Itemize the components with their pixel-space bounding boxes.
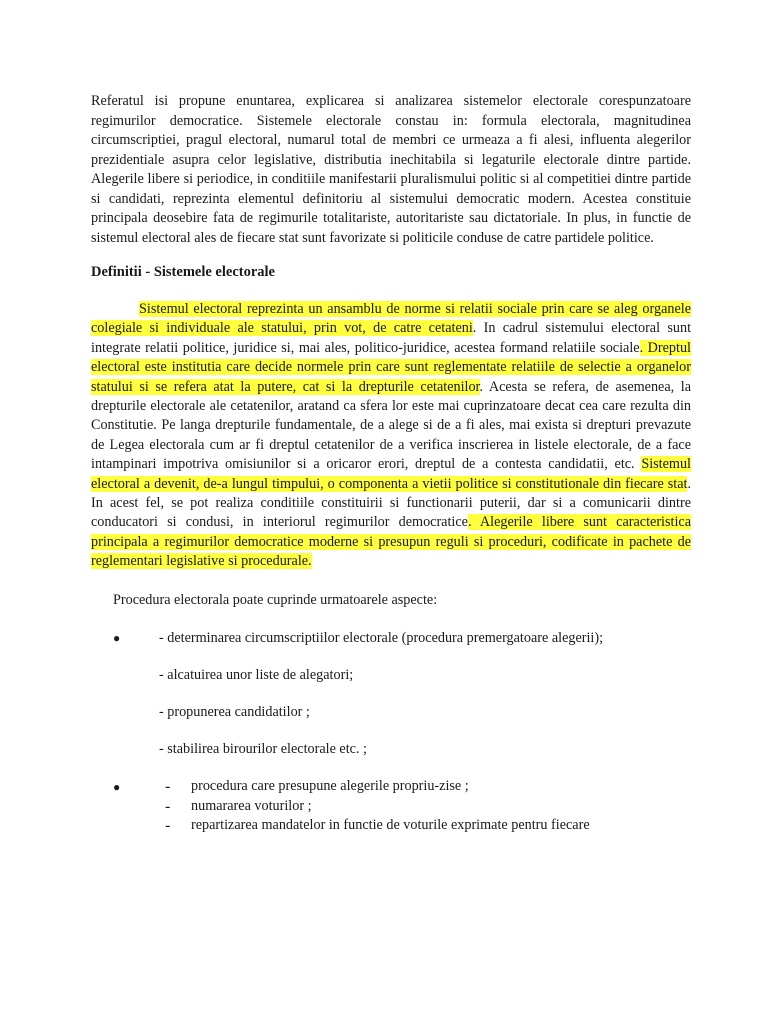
list-item-text: procedura care presupune alegerile propriu-zise ; [191, 778, 469, 795]
bullet-list-2 [91, 777, 691, 836]
dash-marker: - [165, 817, 171, 835]
bullet-icon: ● [113, 631, 121, 646]
list-item: - stabilirea birourilor electorale etc. ; [159, 741, 367, 758]
text-segment: . In cadrul sistemului electoral sunt integrate relatii politice, juridice si, mai ales, politico-juridice, acestea formand relatiile sociale [91, 320, 692, 356]
list-item [91, 777, 691, 797]
list-item [91, 797, 691, 817]
list-item-text: numararea voturilor ; [191, 797, 312, 814]
text-segment: . Acesta se refera, de asemenea, la drepturile electorale ale cetatenilor, aratand ca sfera lor este mai cuprinzatoare decat cea care rezulta din Constitutie. Pe langa drepturile fundamentale, de a alege si de a fi ales, mai exista si drepturi prevazute de Legea electorala cum ar fi dreptul cetatenilor de a verifica inscrierea in listele electorale, de a face intampinari impotriva omisiunilor si a oricaror erori, dreptul de a contesta candidatii, etc. [91, 378, 691, 473]
list-item: - determinarea circumscriptiilor electorale (procedura premergatoare alegerii); [159, 630, 604, 647]
intro-paragraph: Referatul isi propune enuntarea, explicarea si analizarea sistemelor electorale corespunzatoare regimurilor democratice. Sistemele electorale constau in: formula electorala, magnitudinea circumscriptiei, pragul electoral, numarul total de membri ce urmeaza a fi alesi, influenta alegerilor prezidentiale asupra celor legislative, distributia inechitabila si legaturile electorale dintre partide. Alegerile libere si periodice, in conditiile manifestarii pluralismului politic si al competitiei dintre partide si candidati, reprezinta elementul definitoriu al sistemului democratic modern. Acestea constituie principala deosebire fata de regimurile totalitariste, autoritariste sau dictatoriale. In plus, in functie de sistemul electoral ales de fiecare stat sunt favorizate si politicile conduse de catre partidele politice. [91, 93, 691, 246]
dash-marker: - [165, 778, 171, 796]
list-item: - alcatuirea unor liste de alegatori; [159, 667, 354, 684]
dash-marker: - [165, 797, 171, 815]
list-item [91, 816, 691, 836]
highlight-segment: . Dreptul electoral [91, 339, 691, 376]
list-item-text: repartizarea mandatelor in functie de voturile exprimate pentru fiecare [191, 817, 590, 834]
list-item: - propunerea candidatilor ; [159, 704, 310, 721]
highlight-segment: Sistemul electoral a devenit, de-a lungul timpului, o componenta a vietii politice si constitutionale din fiecare stat [91, 456, 691, 492]
definition-paragraph [91, 300, 691, 572]
section-heading: Definitii - Sistemele electorale [91, 264, 275, 280]
bullet-list-1 [91, 628, 691, 759]
highlight-segment: este institutia care decide normele prin care sunt reglementate relatiile de selectie a organelor statului si se refera atat la putere, cat si la drepturile cetatenilor [91, 359, 691, 395]
document-page [91, 92, 691, 836]
bullet-icon: ● [113, 780, 121, 795]
highlight-segment: Sistemul electoral reprezinta un ansamblu de norme si relatii sociale prin care se aleg organele colegiale si individuale ale statului, prin vot, de catre cetateni [91, 301, 691, 337]
highlight-segment: . Alegerile libere sunt caracteristica principala a regimurilor democratice moderne si presupun reguli si proceduri, codificate in pachete de reglementari legislative si procedurale. [91, 514, 692, 570]
text-segment: . In acest fel, se pot realiza conditiile constituirii si functionarii puterii, dar si a comunicarii dintre conducatori si condusi, in interiorul regimurilor democratice [91, 475, 691, 531]
procedure-intro: Procedura electorala poate cuprinde urmatoarele aspecte: [113, 591, 438, 608]
